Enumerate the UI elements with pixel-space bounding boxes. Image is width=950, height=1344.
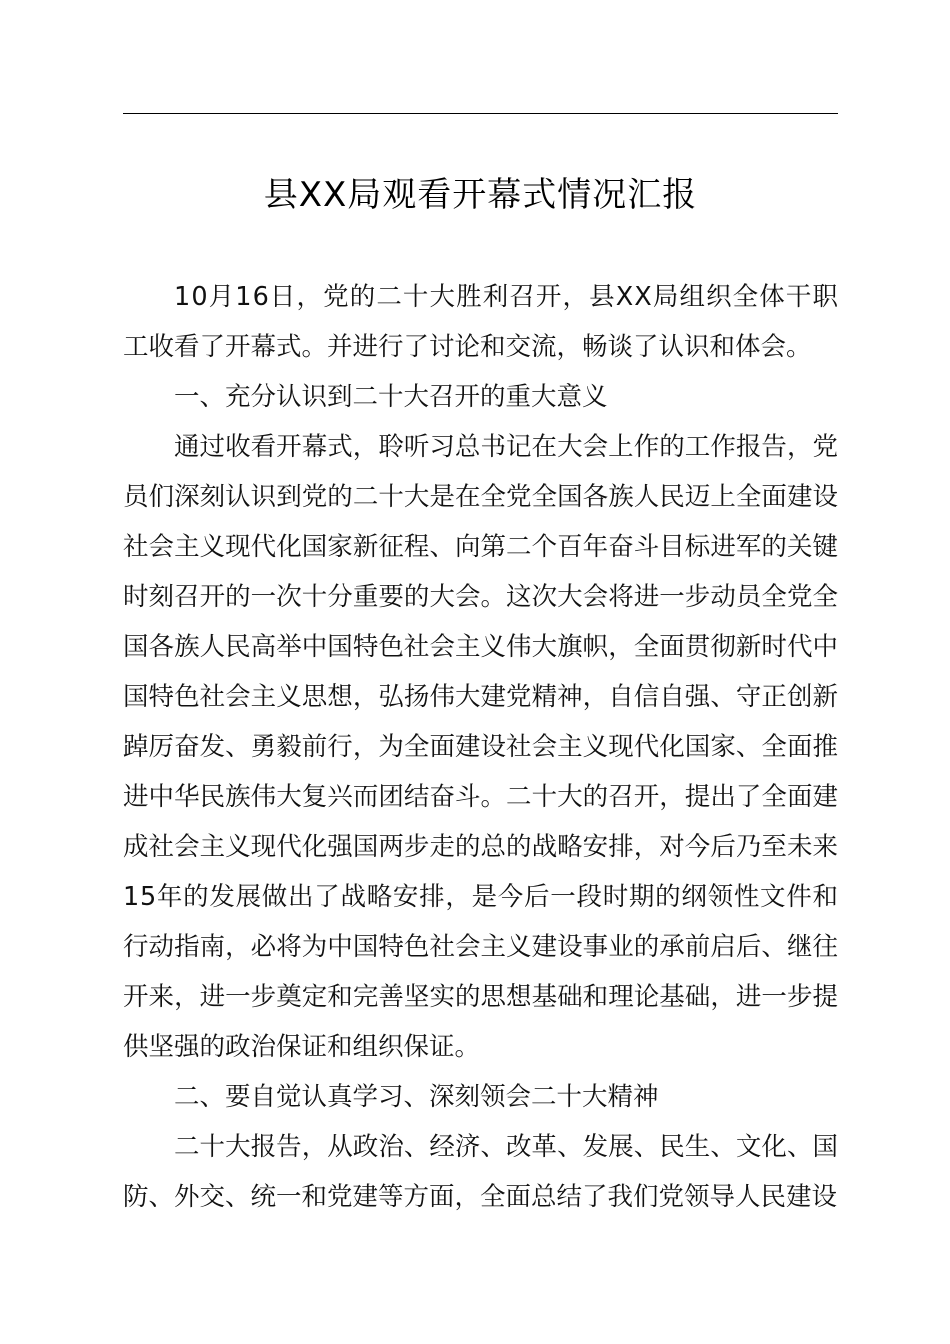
header-rule <box>123 113 838 114</box>
text-line: 二十大报告，从政治、经济、改革、发展、民生、文化、国 <box>174 1132 839 1162</box>
text-line: 进中华民族伟大复兴而团结奋斗。二十大的召开，提出了全面建 <box>123 782 839 812</box>
text-line: 一、充分认识到二十大召开的重大意义 <box>174 382 608 412</box>
document-title: 县XX局观看开幕式情况汇报 <box>263 175 698 215</box>
text-line: 10月16日，党的二十大胜利召开，县XX局组织全体干职 <box>174 282 840 312</box>
text-line: 通过收看开幕式，聆听习总书记在大会上作的工作报告，党 <box>174 432 839 462</box>
text-line: 15年的发展做出了战略安排，是今后一段时期的纲领性文件和 <box>123 882 839 912</box>
text-line: 国各族人民高举中国特色社会主义伟大旗帜，全面贯彻新时代中 <box>123 632 839 662</box>
text-line: 员们深刻认识到党的二十大是在全党全国各族人民迈上全面建设 <box>123 482 839 512</box>
text-line: 成社会主义现代化强国两步走的总的战略安排，对今后乃至未来 <box>123 832 839 862</box>
text-line: 时刻召开的一次十分重要的大会。这次大会将进一步动员全党全 <box>123 582 839 612</box>
text-line: 社会主义现代化国家新征程、向第二个百年奋斗目标进军的关键 <box>123 532 839 562</box>
text-line: 工收看了开幕式。并进行了讨论和交流，畅谈了认识和体会。 <box>123 332 812 362</box>
text-line: 开来，进一步奠定和完善坚实的思想基础和理论基础，进一步提 <box>123 982 839 1012</box>
text-line: 国特色社会主义思想，弘扬伟大建党精神，自信自强、守正创新 <box>123 682 839 712</box>
text-line: 防、外交、统一和党建等方面，全面总结了我们党领导人民建设 <box>123 1182 838 1212</box>
document-body <box>123 272 838 1222</box>
text-line: 行动指南，必将为中国特色社会主义建设事业的承前启后、继往 <box>123 932 839 962</box>
text-line: 供坚强的政治保证和组织保证。 <box>123 1032 481 1062</box>
text-line: 踔厉奋发、勇毅前行，为全面建设社会主义现代化国家、全面推 <box>123 732 839 762</box>
text-line: 二、要自觉认真学习、深刻领会二十大精神 <box>174 1082 659 1112</box>
